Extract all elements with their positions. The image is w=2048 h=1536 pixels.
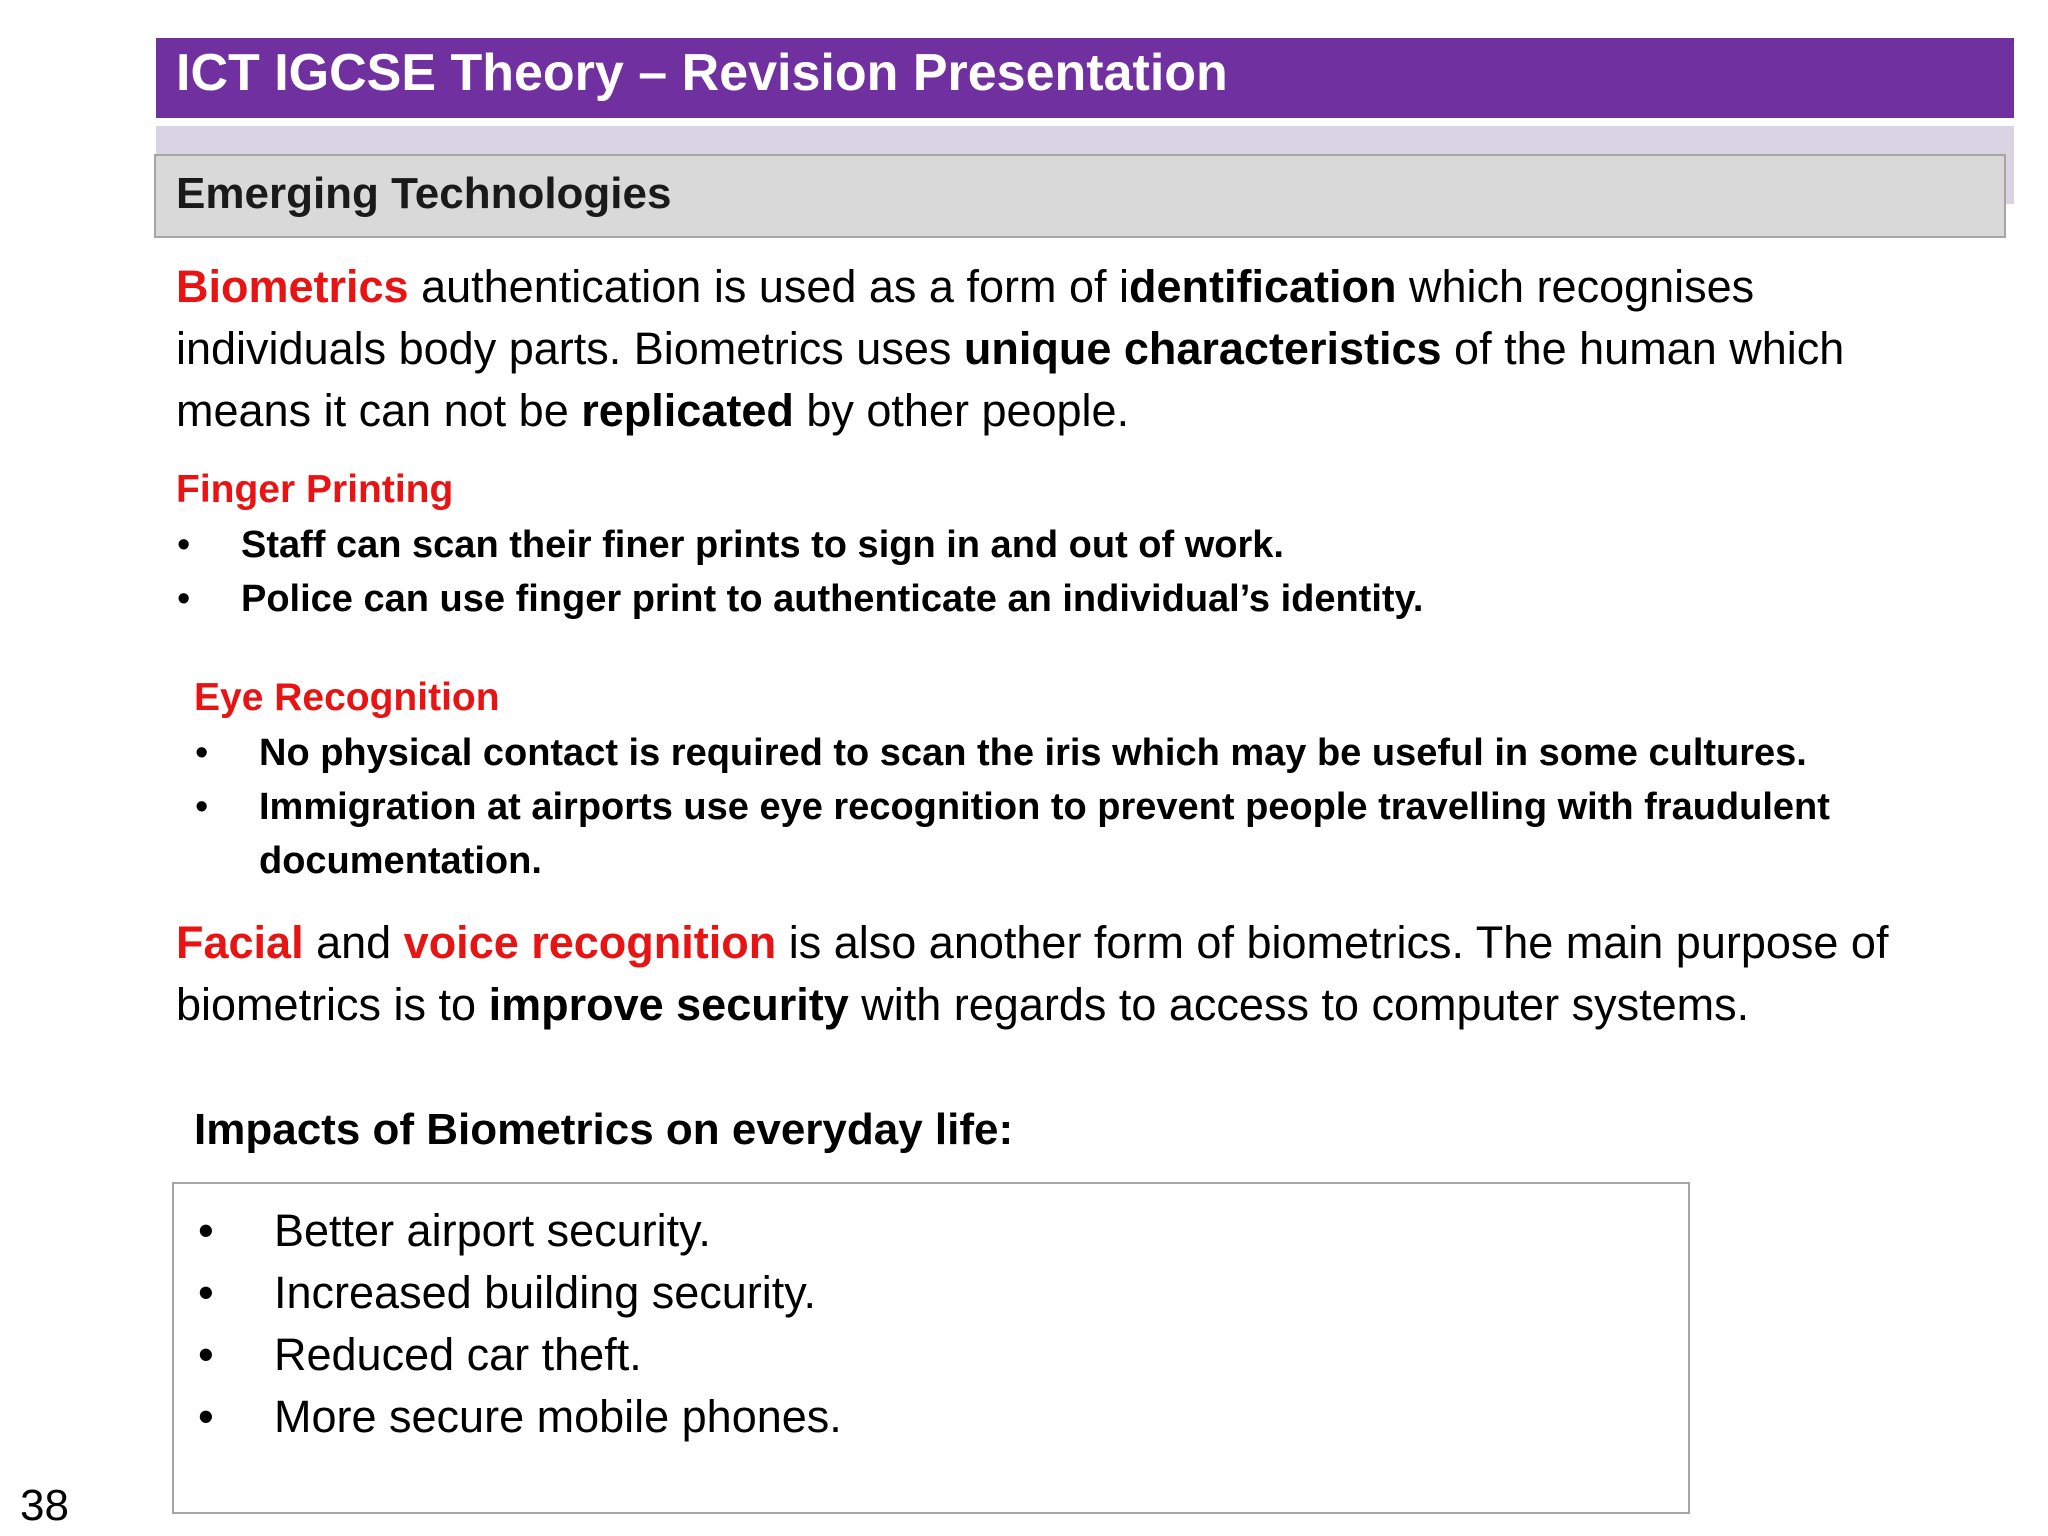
- facial-voice-paragraph: [176, 912, 1976, 1036]
- intro-text-4: by other people.: [793, 385, 1130, 436]
- list-item-text: Staff can scan their finer prints to sign in and out of work.: [241, 524, 1284, 566]
- facial-text-3: with regards to access to computer systems.: [848, 979, 1750, 1030]
- eye-recognition-list: [195, 726, 1959, 888]
- eye-recognition-heading: Eye Recognition: [194, 676, 500, 719]
- list-item-text: More secure mobile phones.: [274, 1391, 842, 1442]
- section-title-box: [154, 154, 2006, 238]
- keyword-facial: Facial: [176, 917, 304, 968]
- presentation-title: ICT IGCSE Theory – Revision Presentation: [176, 44, 1228, 102]
- list-item: [198, 1200, 842, 1262]
- list-item: [177, 518, 1981, 572]
- list-item: [177, 572, 1981, 626]
- impacts-list: [198, 1200, 842, 1448]
- list-item-text: Police can use finger print to authenticate an individual’s identity.: [241, 578, 1424, 620]
- bullet-icon: •: [198, 1205, 214, 1256]
- bullet-icon: •: [177, 524, 191, 566]
- bullet-icon: •: [195, 786, 209, 828]
- impacts-heading: Impacts of Biometrics on everyday life:: [194, 1105, 1014, 1154]
- section-title: Emerging Technologies: [176, 169, 672, 218]
- list-item: [198, 1324, 842, 1386]
- intro-paragraph: [176, 256, 1976, 442]
- intro-text-1: authentication is used as a form of i: [408, 261, 1129, 312]
- bullet-icon: •: [177, 578, 191, 620]
- keyword-improve-security: improve security: [488, 979, 849, 1030]
- facial-text-2: is also another form of biometrics. The main purpose of biometrics is to: [176, 917, 1889, 1030]
- list-item: [195, 726, 1959, 780]
- keyword-unique-characteristics: unique characteristics: [963, 323, 1442, 374]
- bullet-icon: •: [195, 732, 209, 774]
- list-item-text: Reduced car theft.: [274, 1329, 642, 1380]
- keyword-voice-recognition: voice recognition: [403, 917, 777, 968]
- list-item-text: No physical contact is required to scan the iris which may be useful in some cultures.: [259, 732, 1807, 774]
- list-item-text: Better airport security.: [274, 1205, 711, 1256]
- bullet-icon: •: [198, 1329, 214, 1380]
- slide-number: 38: [20, 1481, 69, 1530]
- finger-printing-heading: Finger Printing: [176, 468, 454, 511]
- intro-text-2: which recognises individuals body parts. Biometrics uses: [176, 261, 1755, 374]
- keyword-replicated: replicated: [581, 385, 794, 436]
- keyword-identification: dentification: [1129, 261, 1397, 312]
- finger-printing-list: [177, 518, 1981, 626]
- list-item-text: Immigration at airports use eye recognition to prevent people travelling with fraudulent documentation.: [259, 786, 1830, 882]
- title-bar: [156, 38, 2014, 118]
- list-item-text: Increased building security.: [274, 1267, 816, 1318]
- bullet-icon: •: [198, 1267, 214, 1318]
- list-item: [198, 1262, 842, 1324]
- bullet-icon: •: [198, 1391, 214, 1442]
- list-item: [198, 1386, 842, 1448]
- impacts-box: [172, 1182, 1690, 1514]
- intro-text-3: of the human which means it can not be: [176, 323, 1845, 436]
- facial-text-1: and: [303, 917, 404, 968]
- list-item: [195, 780, 1959, 888]
- keyword-biometrics: Biometrics: [176, 261, 409, 312]
